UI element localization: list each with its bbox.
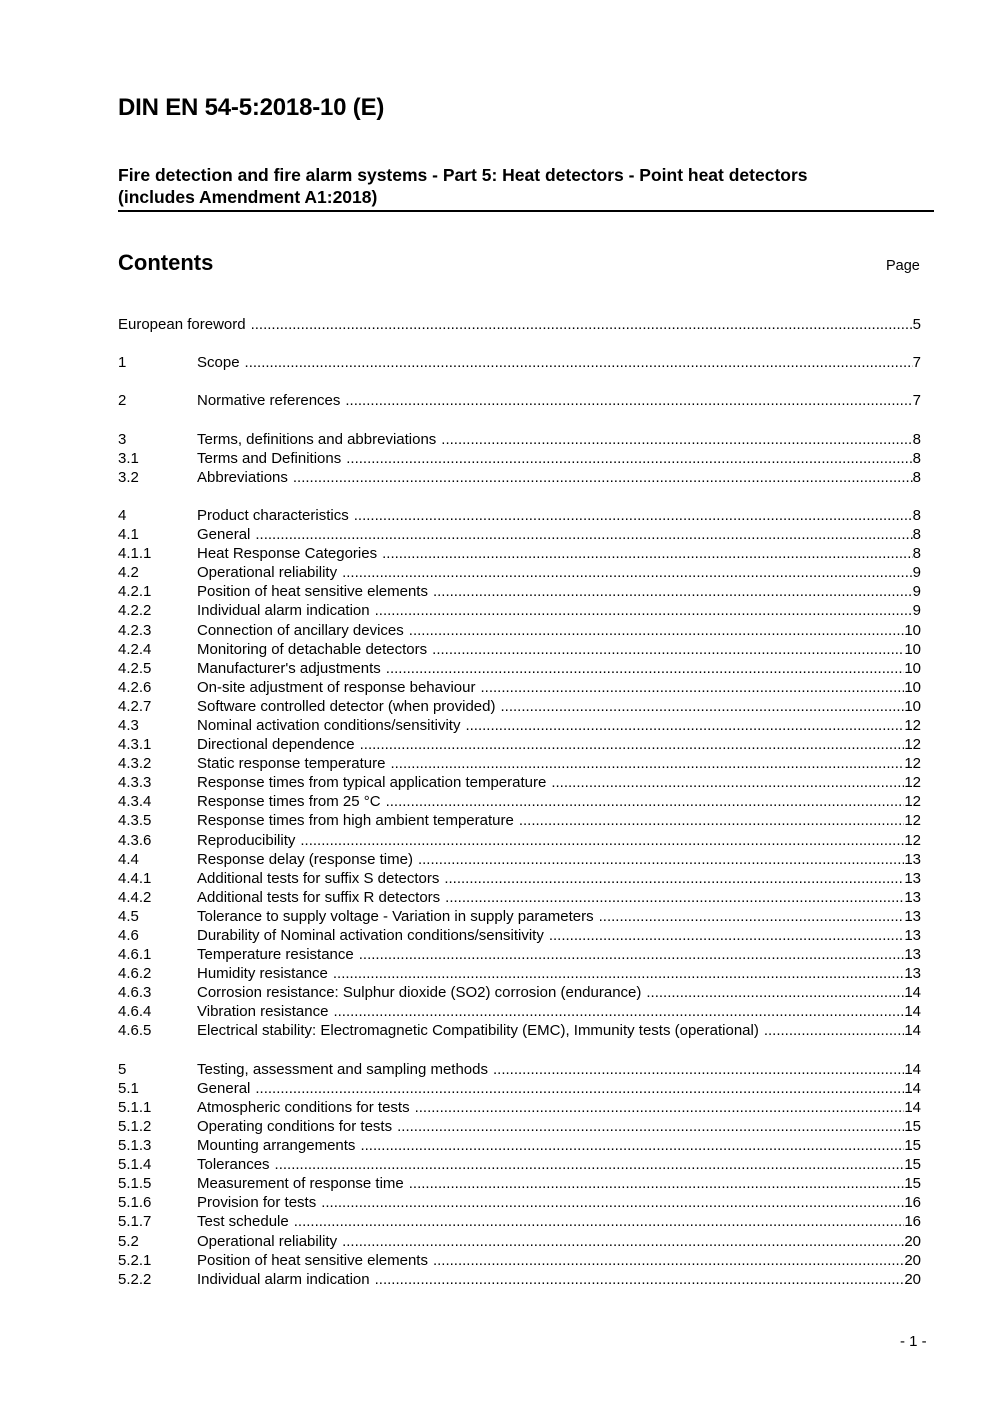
toc-entry-page: 13 xyxy=(904,946,921,964)
toc-entry-title: Individual alarm indication xyxy=(197,1270,370,1288)
toc-dot-leader xyxy=(328,964,904,983)
toc-entry[interactable] xyxy=(118,640,921,659)
toc-entry-page: 8 xyxy=(912,526,921,544)
toc-dot-leader xyxy=(288,468,913,487)
toc-entry[interactable] xyxy=(118,1155,921,1174)
toc-entry-number: 3 xyxy=(118,430,127,448)
toc-entry-number: 4.2.7 xyxy=(118,697,152,715)
toc-entry-page: 14 xyxy=(904,1098,921,1116)
toc-entry-number: 5.2.2 xyxy=(118,1270,152,1288)
toc-entry-title: Scope xyxy=(197,354,240,372)
toc-dot-leader xyxy=(354,945,905,964)
document-title-line-1: Fire detection and fire alarm systems - Part 5: Heat detectors - Point heat detectors xyxy=(118,165,808,185)
toc-entry[interactable] xyxy=(118,1136,921,1155)
toc-dot-leader xyxy=(413,850,904,869)
toc-entry-title: Operational reliability xyxy=(197,564,338,582)
toc-entry[interactable] xyxy=(118,945,921,964)
toc-entry-title: Response times from typical application temperature xyxy=(197,774,547,792)
toc-entry-page: 5 xyxy=(912,316,921,333)
toc-entry-page: 8 xyxy=(912,545,921,563)
toc-entry-page: 7 xyxy=(912,392,921,410)
toc-entry[interactable] xyxy=(118,430,921,449)
toc-entry-page: 16 xyxy=(904,1194,921,1212)
toc-entry-page: 15 xyxy=(904,1175,921,1193)
toc-entry-title: Response delay (response time) xyxy=(197,850,413,868)
toc-entry-title: Position of heat sensitive elements xyxy=(197,1251,428,1269)
toc-dot-leader xyxy=(246,315,913,334)
toc-entry-title: Individual alarm indication xyxy=(197,602,370,620)
toc-dot-leader xyxy=(392,1117,904,1136)
toc-entry-title: Durability of Nominal activation conditions/sensitivity xyxy=(197,927,544,944)
toc-dot-leader xyxy=(488,1060,904,1079)
toc-entry-page: 14 xyxy=(904,1079,921,1097)
toc-dot-leader xyxy=(316,1193,904,1212)
toc-entry-title: Software controlled detector (when provided) xyxy=(197,697,496,715)
toc-entry-title: Additional tests for suffix S detectors xyxy=(197,869,440,887)
toc-entry[interactable] xyxy=(118,1079,921,1098)
toc-dot-leader xyxy=(544,926,904,945)
toc-entry-title: Measurement of response time xyxy=(197,1175,404,1193)
toc-entry-title: Provision for tests xyxy=(197,1194,317,1212)
toc-entry[interactable] xyxy=(118,1060,921,1079)
toc-entry-title: Reproducibility xyxy=(197,831,296,849)
toc-entry-page: 10 xyxy=(904,621,921,639)
toc-dot-leader xyxy=(270,1155,905,1174)
toc-dot-leader xyxy=(341,449,912,468)
toc-entry-page: 8 xyxy=(912,506,921,524)
toc-entry[interactable] xyxy=(118,716,921,735)
toc-entry-title: Tolerances xyxy=(197,1156,270,1174)
toc-entry-number: 4.2.2 xyxy=(118,602,152,620)
toc-dot-leader xyxy=(289,1212,905,1231)
toc-entry-page: 10 xyxy=(904,697,921,715)
toc-entry-number: 5.1.1 xyxy=(118,1098,152,1116)
toc-entry[interactable] xyxy=(118,621,921,640)
toc-entry-number: 4.4 xyxy=(118,850,139,868)
toc-dot-leader xyxy=(370,601,913,620)
toc-entry-title: Atmospheric conditions for tests xyxy=(197,1098,410,1116)
toc-entry-page: 10 xyxy=(904,659,921,677)
toc-entry-title: Test schedule xyxy=(197,1213,289,1231)
toc-entry-title: Normative references xyxy=(197,392,341,410)
toc-entry[interactable] xyxy=(118,678,921,697)
toc-dot-leader xyxy=(337,1232,904,1251)
title-divider xyxy=(118,210,934,212)
toc-entry-number: 4.2.4 xyxy=(118,640,152,658)
toc-entry-number: 4.2.6 xyxy=(118,678,152,696)
toc-dot-leader xyxy=(355,1136,904,1155)
toc-entry-number: 4.3.2 xyxy=(118,755,152,773)
toc-entry[interactable] xyxy=(118,811,921,830)
toc-entry-number: 4.1 xyxy=(118,526,139,544)
toc-entry-title: Terms and Definitions xyxy=(197,449,342,467)
toc-entry-page: 8 xyxy=(912,468,921,486)
toc-entry-number: 4.6.2 xyxy=(118,965,152,983)
toc-entry[interactable] xyxy=(118,735,921,754)
toc-entry-number: 5 xyxy=(118,1060,127,1078)
toc-entry-title: European foreword xyxy=(118,316,246,333)
toc-entry-title: Humidity resistance xyxy=(197,965,328,983)
toc-entry-number: 4.1.1 xyxy=(118,545,152,563)
toc-entry-number: 5.1 xyxy=(118,1079,139,1097)
toc-entry[interactable] xyxy=(118,1212,921,1231)
toc-entry[interactable] xyxy=(118,468,921,487)
toc-entry-number: 5.2 xyxy=(118,1232,139,1250)
toc-entry-title: Directional dependence xyxy=(197,736,355,754)
toc-dot-leader xyxy=(476,678,905,697)
toc-dot-leader xyxy=(440,888,904,907)
toc-entry-number: 5.1.5 xyxy=(118,1175,152,1193)
toc-entry-title: Operational reliability xyxy=(197,1232,338,1250)
toc-entry-page: 12 xyxy=(904,755,921,773)
toc-entry[interactable] xyxy=(118,506,921,525)
toc-entry[interactable] xyxy=(118,1251,921,1270)
toc-entry-number: 4.6.5 xyxy=(118,1022,152,1040)
toc-entry[interactable] xyxy=(118,315,921,334)
toc-entry-page: 8 xyxy=(912,430,921,448)
toc-entry-number: 4.2.1 xyxy=(118,583,152,601)
toc-entry-page: 12 xyxy=(904,831,921,849)
toc-entry[interactable] xyxy=(118,1098,921,1117)
document-id: DIN EN 54-5:2018-10 (E) xyxy=(118,94,385,121)
toc-entry-page: 14 xyxy=(904,1060,921,1078)
toc-dot-leader xyxy=(381,659,905,678)
toc-entry-page: 9 xyxy=(912,583,921,601)
toc-entry[interactable] xyxy=(118,353,921,372)
toc-entry-page: 14 xyxy=(904,1022,921,1040)
toc-dot-leader xyxy=(496,697,905,716)
toc-entry-title: Static response temperature xyxy=(197,755,386,773)
toc-entry-page: 14 xyxy=(904,984,921,1002)
toc-entry-page: 15 xyxy=(904,1117,921,1135)
toc-entry-title: Tolerance to supply voltage - Variation in supply parameters xyxy=(197,907,594,925)
toc-entry[interactable] xyxy=(118,1193,921,1212)
toc-entry-page: 7 xyxy=(912,354,921,372)
toc-entry-page: 12 xyxy=(904,793,921,811)
toc-entry-title: Mounting arrangements xyxy=(197,1137,356,1155)
toc-entry-number: 5.1.6 xyxy=(118,1194,152,1212)
document-title xyxy=(118,164,934,208)
toc-entry-title: Position of heat sensitive elements xyxy=(197,583,428,601)
toc-entry-number: 5.2.1 xyxy=(118,1251,152,1269)
toc-entry-number: 4.4.1 xyxy=(118,869,152,887)
toc-dot-leader xyxy=(428,582,913,601)
toc-entry-title: Testing, assessment and sampling methods xyxy=(197,1060,488,1078)
toc-entry[interactable] xyxy=(118,544,921,563)
toc-entry-number: 4.2.3 xyxy=(118,621,152,639)
toc-entry-number: 5.1.3 xyxy=(118,1137,152,1155)
toc-entry-number: 4.2.5 xyxy=(118,659,152,677)
toc-entry[interactable] xyxy=(118,1117,921,1136)
toc-entry-number: 5.1.2 xyxy=(118,1117,152,1135)
toc-entry-page: 16 xyxy=(904,1213,921,1231)
toc-dot-leader xyxy=(439,869,904,888)
toc-entry-page: 12 xyxy=(904,736,921,754)
toc-entry-number: 3.2 xyxy=(118,468,139,486)
toc-entry-number: 4.3 xyxy=(118,716,139,734)
toc-entry-page: 13 xyxy=(904,965,921,983)
toc-entry-page: 12 xyxy=(904,812,921,830)
toc-dot-leader xyxy=(641,983,904,1002)
toc-entry-number: 4.3.1 xyxy=(118,736,152,754)
toc-entry[interactable] xyxy=(118,601,921,620)
toc-entry[interactable] xyxy=(118,792,921,811)
toc-entry[interactable] xyxy=(118,773,921,792)
toc-dot-leader xyxy=(370,1270,905,1289)
toc-entry[interactable] xyxy=(118,563,921,582)
toc-entry-number: 5.1.7 xyxy=(118,1213,152,1231)
toc-dot-leader xyxy=(759,1021,904,1040)
toc-dot-leader xyxy=(349,506,913,525)
toc-dot-leader xyxy=(514,811,904,830)
toc-entry-number: 4.3.5 xyxy=(118,812,152,830)
toc-entry-title: Vibration resistance xyxy=(197,1003,329,1021)
toc-entry-number: 4.6.3 xyxy=(118,984,152,1002)
toc-entry[interactable] xyxy=(118,1174,921,1193)
toc-entry-page: 13 xyxy=(904,850,921,868)
toc-entry[interactable] xyxy=(118,697,921,716)
toc-entry-page: 13 xyxy=(904,888,921,906)
toc-entry-page: 12 xyxy=(904,774,921,792)
toc-dot-leader xyxy=(427,640,904,659)
toc-entry-title: Manufacturer's adjustments xyxy=(197,659,381,677)
toc-entry-page: 13 xyxy=(904,907,921,925)
toc-entry[interactable] xyxy=(118,926,921,945)
toc-entry-title: Electrical stability: Electromagnetic Compatibility (EMC), Immunity tests (operational) xyxy=(197,1022,759,1040)
toc-entry-number: 4.3.4 xyxy=(118,793,152,811)
toc-entry-page: 9 xyxy=(912,564,921,582)
toc-entry[interactable] xyxy=(118,850,921,869)
toc-entry[interactable] xyxy=(118,964,921,983)
toc-entry-title: Heat Response Categories xyxy=(197,545,378,563)
toc-entry-title: Response times from high ambient temperature xyxy=(197,812,514,830)
toc-entry[interactable] xyxy=(118,1021,921,1040)
toc-entry[interactable] xyxy=(118,1232,921,1251)
toc-entry-page: 20 xyxy=(904,1232,921,1250)
toc-dot-leader xyxy=(250,1079,904,1098)
toc-entry-title: Abbreviations xyxy=(197,468,288,486)
toc-entry[interactable] xyxy=(118,659,921,678)
toc-entry[interactable] xyxy=(118,1270,921,1289)
toc-entry-number: 4.4.2 xyxy=(118,888,152,906)
toc-entry-page: 10 xyxy=(904,640,921,658)
toc-entry-title: Nominal activation conditions/sensitivity xyxy=(197,716,461,734)
toc-entry[interactable] xyxy=(118,1002,921,1021)
document-title-line-2: (includes Amendment A1:2018) xyxy=(118,187,378,207)
toc-entry-title: On-site adjustment of response behaviour xyxy=(197,678,476,696)
toc-entry-title: Connection of ancillary devices xyxy=(197,621,404,639)
toc-entry-page: 12 xyxy=(904,716,921,734)
toc-entry-title: Terms, definitions and abbreviations xyxy=(197,430,437,448)
toc-dot-leader xyxy=(428,1251,904,1270)
toc-dot-leader xyxy=(377,544,913,563)
toc-entry-page: 15 xyxy=(904,1156,921,1174)
toc-dot-leader xyxy=(594,907,905,926)
toc-entry[interactable] xyxy=(118,391,921,410)
toc-dot-leader xyxy=(340,391,912,410)
toc-entry-number: 4.2 xyxy=(118,564,139,582)
toc-entry[interactable] xyxy=(118,888,921,907)
toc-dot-leader xyxy=(337,563,913,582)
toc-entry-number: 2 xyxy=(118,392,127,410)
toc-entry-title: General xyxy=(197,1079,251,1097)
toc-entry[interactable] xyxy=(118,449,921,468)
toc-dot-leader xyxy=(460,716,904,735)
toc-entry-title: Corrosion resistance: Sulphur dioxide (SO2) corrosion (endurance) xyxy=(197,984,642,1002)
toc-dot-leader xyxy=(250,525,912,544)
toc-entry-page: 20 xyxy=(904,1270,921,1288)
toc-entry-page: 15 xyxy=(904,1137,921,1155)
toc-entry-number: 4.6.1 xyxy=(118,946,152,964)
toc-dot-leader xyxy=(404,1174,905,1193)
toc-entry-page: 8 xyxy=(912,449,921,467)
toc-entry-title: Monitoring of detachable detectors xyxy=(197,640,428,658)
toc-dot-leader xyxy=(295,831,904,850)
toc-entry[interactable] xyxy=(118,869,921,888)
toc-entry-page: 10 xyxy=(904,678,921,696)
toc-entry[interactable] xyxy=(118,754,921,773)
toc-entry-title: General xyxy=(197,526,251,544)
toc-entry[interactable] xyxy=(118,525,921,544)
toc-entry-number: 4.3.6 xyxy=(118,831,152,849)
toc-entry-number: 4.6 xyxy=(118,927,139,944)
toc-dot-leader xyxy=(410,1098,905,1117)
toc-entry-title: Additional tests for suffix R detectors xyxy=(197,888,441,906)
toc-entry-page: 14 xyxy=(904,1003,921,1021)
toc-entry-title: Product characteristics xyxy=(197,506,349,524)
toc-entry-number: 4.6.4 xyxy=(118,1003,152,1021)
toc-entry-number: 4.3.3 xyxy=(118,774,152,792)
toc-entry-title: Temperature resistance xyxy=(197,946,354,964)
toc-entry[interactable] xyxy=(118,582,921,601)
toc-dot-leader xyxy=(355,735,905,754)
toc-dot-leader xyxy=(240,353,913,372)
toc-entry[interactable] xyxy=(118,907,921,926)
toc-entry-page: 20 xyxy=(904,1251,921,1269)
toc-entry-number: 5.1.4 xyxy=(118,1156,152,1174)
toc-dot-leader xyxy=(385,754,904,773)
toc-entry-title: Operating conditions for tests xyxy=(197,1117,393,1135)
toc-entry-page: 9 xyxy=(912,602,921,620)
toc-entry-number: 4 xyxy=(118,506,127,524)
page-number: - 1 - xyxy=(900,1333,927,1350)
toc-dot-leader xyxy=(436,430,912,449)
toc-entry-page: 13 xyxy=(904,869,921,887)
toc-dot-leader xyxy=(404,621,905,640)
toc-entry[interactable] xyxy=(118,983,921,1002)
toc-entry-number: 3.1 xyxy=(118,449,139,467)
contents-heading: Contents xyxy=(118,250,214,275)
toc-dot-leader xyxy=(546,773,904,792)
page-column-heading: Page xyxy=(886,258,920,274)
toc-entry-page: 13 xyxy=(904,927,921,944)
toc-dot-leader xyxy=(381,792,905,811)
toc-entry-number: 4.5 xyxy=(118,907,139,925)
toc-entry-title: Response times from 25 °C xyxy=(197,793,381,811)
toc-entry[interactable] xyxy=(118,831,921,850)
toc-dot-leader xyxy=(328,1002,904,1021)
toc-entry-number: 1 xyxy=(118,354,127,372)
table-of-contents xyxy=(118,315,921,1289)
